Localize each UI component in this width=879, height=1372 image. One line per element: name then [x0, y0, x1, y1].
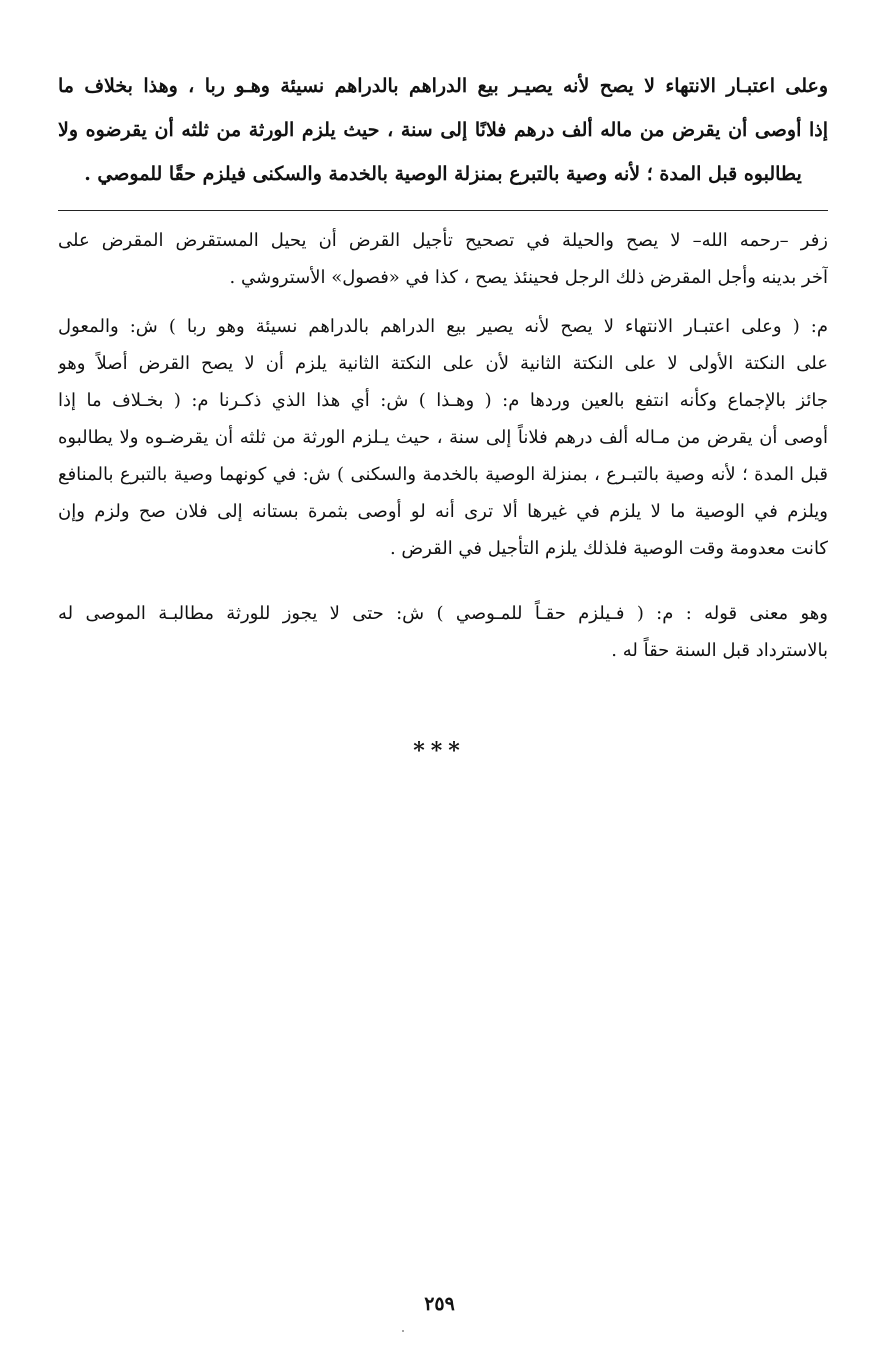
commentary-line: قبل المدة ؛ لأنه وصية بالتبـرع ، بمنزلة الوصية بالخدمة والسكنى ) ش: في كونهما وصية بالتبرع بالمنافع [58, 464, 828, 485]
commentary-line: م: ( وعلى اعتبـار الانتهاء لا يصح لأنه يصير بيع الدراهم بالدراهم نسيئة وهو ربا ) ش: والمعول [58, 316, 828, 337]
main-text-line: وعلى اعتبـار الانتهاء لا يصح لأنه يصيـر بيع الدراهم بالدراهم نسيئة وهـو ربا ، وهذا بخلاف ما [58, 75, 828, 97]
main-text-line: يطالبوه قبل المدة ؛ لأنه وصية بالتبرع بمنزلة الوصية بالخدمة والسكنى فيلزم حقًا للموصي . [84, 163, 802, 185]
print-speck [402, 1330, 404, 1332]
section-end-ornament: *** [413, 738, 466, 764]
commentary-paragraph-3 [58, 595, 828, 669]
main-text [58, 64, 828, 196]
main-text-line: إذا أوصى أن يقرض من ماله ألف درهم فلانًا إلى سنة ، حيث يلزم الورثة من ثلثه أن يقرضوه ولا [58, 119, 828, 141]
commentary-line: ويلزم في الوصية ما لا يلزم في غيرها ألا ترى أنه لو أوصى بثمرة بستانه إلى فلان صح ولزم وإن [58, 501, 828, 522]
commentary-line: على النكتة الأولى لا على النكتة الثانية لأن على النكتة الثانية يلزم أن لا يصح القرض أصلاً وهو [58, 353, 828, 374]
commentary-line: آخر بدينه وأجل المقرض ذلك الرجل فحينئذ يصح ، كذا في «فصول» الأستروشي . [229, 267, 828, 288]
commentary-paragraph-1 [58, 222, 828, 296]
commentary-line: زفر –رحمه الله– لا يصح والحيلة في تصحيح تأجيل القرض أن يحيل المستقرض المقرض على [58, 230, 828, 251]
commentary-line: جائز بالإجماع وكأنه انتفع بالعين وردها م: ( وهـذا ) ش: أي هذا الذي ذكـرنا م: ( بخـلاف ما إذا [58, 390, 828, 411]
commentary-line: بالاسترداد قبل السنة حقاً له . [611, 640, 828, 661]
page-number: ٢٥٩ [424, 1293, 455, 1315]
commentary-line: أوصى أن يقرض من مـاله ألف درهم فلاناً إلى سنة ، حيث يـلزم الورثة من ثلثه أن يقرضـوه ولا يطالبوه [58, 427, 828, 448]
commentary-paragraph-2 [58, 308, 828, 567]
commentary-line: كانت معدومة وقت الوصية فلذلك يلزم التأجيل في القرض . [389, 538, 828, 559]
section-divider [58, 210, 828, 211]
commentary-line: وهو معنى قوله : م: ( فـيلزم حقـاً للمـوصي ) ش: حتى لا يجوز للورثة مطالبـة الموصى له [58, 603, 828, 624]
